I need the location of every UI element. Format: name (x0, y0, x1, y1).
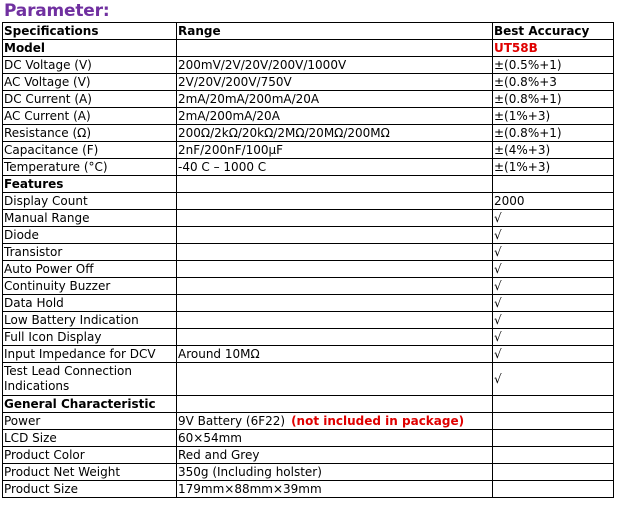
feature-range (177, 261, 493, 278)
general-empty (493, 481, 614, 498)
feature-value: √ (493, 312, 614, 329)
table-row (3, 430, 614, 447)
general-value: 350g (Including holster) (177, 464, 493, 481)
model-row (3, 40, 614, 57)
feature-range (177, 312, 493, 329)
table-row (3, 91, 614, 108)
model-range-empty (177, 40, 493, 57)
spec-name: AC Current (A) (3, 108, 177, 125)
feature-name: Full Icon Display (3, 329, 177, 346)
spec-accuracy: ±(4%+3) (493, 142, 614, 159)
general-value-empty (493, 396, 614, 413)
spec-accuracy: ±(0.8%+3 (493, 74, 614, 91)
feature-value: √ (493, 295, 614, 312)
table-row (3, 447, 614, 464)
spec-range: 2mA/20mA/200mA/20A (177, 91, 493, 108)
table-row (3, 329, 614, 346)
feature-name: Low Battery Indication (3, 312, 177, 329)
general-empty (493, 447, 614, 464)
general-value (177, 413, 493, 430)
spec-name: Capacitance (F) (3, 142, 177, 159)
general-empty (493, 413, 614, 430)
table-row (3, 159, 614, 176)
spec-range: 2mA/200mA/20A (177, 108, 493, 125)
feature-value: √ (493, 278, 614, 295)
table-row (3, 346, 614, 363)
power-note: (not included in package) (291, 413, 465, 428)
feature-value: 2000 (493, 193, 614, 210)
model-value: UT58B (493, 40, 614, 57)
feature-range (177, 329, 493, 346)
spec-accuracy: ±(1%+3) (493, 159, 614, 176)
feature-name: Transistor (3, 244, 177, 261)
feature-value: √ (493, 363, 614, 396)
features-label: Features (3, 176, 177, 193)
general-value: 60×54mm (177, 430, 493, 447)
table-row (3, 210, 614, 227)
general-name: Product Net Weight (3, 464, 177, 481)
feature-name: Input Impedance for DCV (3, 346, 177, 363)
spec-name: DC Voltage (V) (3, 57, 177, 74)
table-row (3, 125, 614, 142)
spec-accuracy: ±(0.5%+1) (493, 57, 614, 74)
spec-range: 200mV/2V/20V/200V/1000V (177, 57, 493, 74)
table-row (3, 57, 614, 74)
feature-value: √ (493, 346, 614, 363)
table-row (3, 278, 614, 295)
spec-range: -40 C – 1000 C (177, 159, 493, 176)
spec-range: 2V/20V/200V/750V (177, 74, 493, 91)
table-row (3, 464, 614, 481)
features-range-empty (177, 176, 493, 193)
feature-name: Diode (3, 227, 177, 244)
table-row (3, 227, 614, 244)
feature-name: Display Count (3, 193, 177, 210)
table-row (3, 244, 614, 261)
table-row (3, 74, 614, 91)
table-row (3, 481, 614, 498)
general-name: Product Color (3, 447, 177, 464)
general-name: Power (3, 413, 177, 430)
general-name: LCD Size (3, 430, 177, 447)
general-empty (493, 430, 614, 447)
general-value: 179mm×88mm×39mm (177, 481, 493, 498)
spec-name: AC Voltage (V) (3, 74, 177, 91)
spec-accuracy: ±(0.8%+1) (493, 125, 614, 142)
general-section-row (3, 396, 614, 413)
model-label: Model (3, 40, 177, 57)
feature-value: √ (493, 329, 614, 346)
table-row (3, 413, 614, 430)
spec-range: 2nF/200nF/100μF (177, 142, 493, 159)
spec-accuracy: ±(0.8%+1) (493, 91, 614, 108)
feature-range: Around 10MΩ (177, 346, 493, 363)
feature-value: √ (493, 210, 614, 227)
table-row (3, 108, 614, 125)
header-range: Range (177, 23, 493, 40)
page-heading: Parameter: (4, 1, 110, 21)
feature-value: √ (493, 244, 614, 261)
spec-range: 200Ω/2kΩ/20kΩ/2MΩ/20MΩ/200MΩ (177, 125, 493, 142)
table-row (3, 363, 614, 396)
table-row (3, 261, 614, 278)
table-row (3, 312, 614, 329)
spec-name: Resistance (Ω) (3, 125, 177, 142)
feature-name: Manual Range (3, 210, 177, 227)
header-specifications: Specifications (3, 23, 177, 40)
feature-value: √ (493, 261, 614, 278)
feature-range (177, 295, 493, 312)
general-name: Product Size (3, 481, 177, 498)
power-value: 9V Battery (6F22) (178, 413, 286, 428)
feature-range (177, 244, 493, 261)
spec-accuracy: ±(1%+3) (493, 108, 614, 125)
feature-name: Continuity Buzzer (3, 278, 177, 295)
general-empty (493, 464, 614, 481)
feature-name: Test Lead Connection Indications (3, 363, 177, 396)
feature-range (177, 193, 493, 210)
spec-table (2, 22, 614, 498)
table-row (3, 295, 614, 312)
features-value-empty (493, 176, 614, 193)
header-row (3, 23, 614, 40)
feature-range (177, 363, 493, 396)
features-section-row (3, 176, 614, 193)
feature-name: Auto Power Off (3, 261, 177, 278)
feature-value: √ (493, 227, 614, 244)
spec-name: Temperature (°C) (3, 159, 177, 176)
table-row (3, 142, 614, 159)
header-best-accuracy: Best Accuracy (493, 23, 614, 40)
feature-range (177, 210, 493, 227)
general-range-empty (177, 396, 493, 413)
feature-range (177, 227, 493, 244)
feature-range (177, 278, 493, 295)
spec-name: DC Current (A) (3, 91, 177, 108)
table-row (3, 193, 614, 210)
general-value: Red and Grey (177, 447, 493, 464)
feature-name: Data Hold (3, 295, 177, 312)
general-label: General Characteristic (3, 396, 177, 413)
